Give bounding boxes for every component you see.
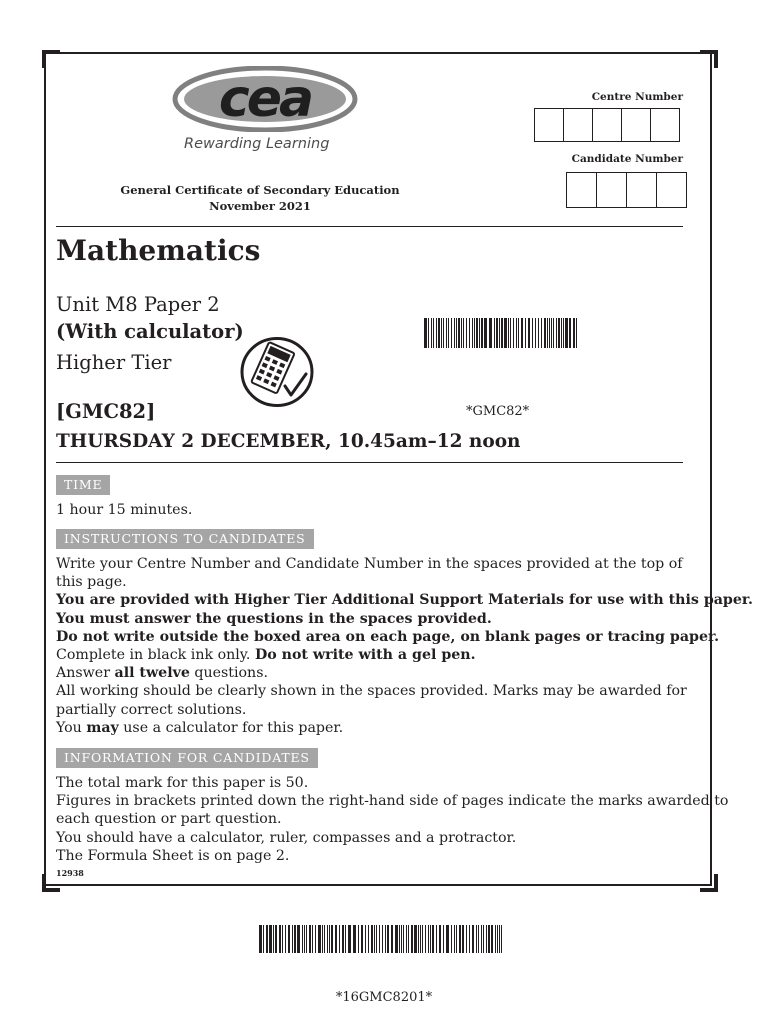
barcode-bar [466,318,467,348]
barcode-bar [544,318,546,348]
barcode-bar [306,925,307,953]
information-line: The Formula Sheet is on page 2. [56,847,290,864]
page-barcode [259,925,506,953]
instructions-heading: INSTRUCTIONS TO CANDIDATES [56,529,314,549]
barcode-bar [322,925,323,953]
barcode-bar [329,925,330,953]
candidate-number-boxes[interactable] [567,172,687,208]
time-duration: 1 hour 15 minutes. [56,502,193,518]
instruction-text: questions. [189,665,268,682]
barcode-bar [331,925,333,953]
barcode-bar [431,318,432,348]
qualification-header [100,182,420,214]
instruction-line: Write your Centre Number and Candidate Number in the spaces provided at the top of [56,556,683,572]
barcode-bar [345,925,346,953]
instruction-line [56,664,753,682]
barcode-bar [456,925,457,953]
barcode-bar [474,318,475,348]
barcode-bar [406,925,407,953]
instruction-emphasis: all twelve [114,665,190,682]
barcode-bar [558,318,560,348]
candidate-number-label: Candidate Number [571,153,683,165]
exam-date-time: THURSDAY 2 DECEMBER, 10.45am–12 noon [56,431,521,452]
barcode-bar [569,318,571,348]
barcode-bar [368,925,369,953]
barcode-bar [269,925,272,953]
barcode-bar [374,925,375,953]
barcode-bar [446,318,447,348]
barcode-bar [491,925,493,953]
barcode-bar [422,925,423,953]
barcode-bar [476,925,477,953]
barcode-bar [499,318,500,348]
unit-title: Unit M8 Paper 2 [56,293,220,316]
barcode-bar [476,318,478,348]
barcode-bar [432,925,434,953]
barcode-bar [547,318,548,348]
corner-mark [700,50,718,68]
candidate-digit-box[interactable] [656,172,687,208]
centre-digit-box[interactable] [563,108,593,142]
barcode-bar [576,318,577,348]
barcode-bar [428,318,429,348]
instruction-line: Do not write outside the boxed area on each page, on blank pages or tracing paper. [56,628,720,645]
instruction-line [56,719,753,737]
barcode-bar [339,925,340,953]
divider [56,462,683,463]
barcode-bar [273,925,274,953]
instruction-line [56,646,753,664]
barcode-bar [379,925,380,953]
barcode-bar [401,925,402,953]
barcode-bar [292,925,293,953]
barcode-bar [484,318,487,348]
barcode-bar [525,318,526,348]
barcode-bar [353,925,356,953]
barcode-bar [411,925,413,953]
information-line: The total mark for this paper is 50. [56,775,309,791]
barcode-bar [433,318,434,348]
page-barcode-text: *16GMC8201* [335,990,433,1005]
information-line: Figures in brackets printed down the right-hand side of pages indicate the marks awarded to [56,793,729,810]
barcode-bar [385,925,386,953]
barcode-bar [436,318,437,348]
instructions-list [56,555,753,737]
barcode-bar [549,318,550,348]
barcode-bar [573,318,575,348]
barcode-bar [324,925,325,953]
instruction-text: Complete in black ink only. [56,647,255,664]
barcode-bar [456,318,457,348]
paper-barcode-text: *GMC82* [466,404,530,419]
barcode-bar [361,925,363,953]
document-number: 12938 [56,868,84,878]
paper-code: [GMC82] [56,400,156,423]
barcode-bar [489,318,492,348]
barcode-bar [504,318,507,348]
centre-digit-box[interactable] [650,108,680,142]
barcode-bar [391,925,393,953]
barcode-bar [259,925,262,953]
candidate-digit-box[interactable] [626,172,657,208]
barcode-bar [399,925,400,953]
candidate-digit-box[interactable] [566,172,597,208]
instruction-line: partially correct solutions. [56,701,247,718]
centre-number-label: Centre Number [591,91,683,103]
logo-wordmark: cea [218,69,312,129]
barcode-bar [510,318,511,348]
barcode-bar [302,925,303,953]
barcode-bar [535,318,536,348]
barcode-bar [438,318,440,348]
qualification-title: General Certificate of Secondary Education [120,183,400,197]
calculator-icon [239,336,315,408]
instruction-line: You must answer the questions in the spaces provided. [56,610,492,627]
barcode-bar [521,318,523,348]
barcode-bar [556,318,557,348]
barcode-bar [371,925,373,953]
barcode-bar [551,318,552,348]
barcode-bar [508,318,509,348]
barcode-bar [387,925,389,953]
centre-number-boxes[interactable] [535,108,680,142]
barcode-bar [425,925,426,953]
barcode-bar [501,925,502,953]
barcode-bar [518,318,519,348]
barcode-bar [451,318,452,348]
barcode-bar [348,925,351,953]
information-heading: INFORMATION FOR CANDIDATES [56,748,318,768]
barcode-bar [454,318,455,348]
barcode-bar [497,925,498,953]
barcode-bar [288,925,290,953]
information-line: You should have a calculator, ruler, compasses and a protractor. [56,829,517,846]
barcode-bar [263,925,264,953]
barcode-bar [414,925,417,953]
instruction-line: this page. [56,574,127,591]
barcode-bar [486,925,487,953]
barcode-bar [342,925,344,953]
barcode-bar [335,925,337,953]
barcode-bar [439,925,441,953]
barcode-bar [446,925,449,953]
barcode-bar [458,318,460,348]
barcode-bar [563,318,564,348]
barcode-bar [297,925,300,953]
barcode-bar [472,318,473,348]
calculator-note: (With calculator) [56,320,244,343]
barcode-bar [312,925,313,953]
barcode-bar [448,318,449,348]
paper-barcode [424,318,579,348]
barcode-bar [358,925,359,953]
barcode-bar [418,925,419,953]
barcode-bar [318,925,321,953]
information-line: each question or part question. [56,811,282,828]
barcode-bar [538,318,539,348]
barcode-bar [443,925,444,953]
instruction-emphasis: may [86,719,119,736]
barcode-bar [478,925,479,953]
barcode-bar [451,925,452,953]
barcode-bar [565,318,568,348]
barcode-bar [376,925,377,953]
barcode-bar [403,925,404,953]
barcode-bar [428,925,429,953]
centre-digit-box[interactable] [534,108,564,142]
barcode-bar [479,318,480,348]
barcode-bar [501,318,503,348]
instruction-line: You are provided with Higher Tier Additional Support Materials for use with this paper. [56,592,753,609]
subject-title: Mathematics [56,234,261,267]
barcode-bar [496,318,498,348]
barcode-bar [494,318,495,348]
candidate-digit-box[interactable] [596,172,627,208]
barcode-bar [462,925,464,953]
instruction-text: You [56,719,87,736]
time-heading: TIME [56,475,110,495]
barcode-bar [395,925,398,953]
barcode-bar [365,925,366,953]
information-list [56,774,728,865]
barcode-bar [275,925,277,953]
barcode-bar [553,318,554,348]
barcode-bar [382,925,383,953]
barcode-bar [454,925,455,953]
barcode-bar [327,925,328,953]
barcode-bar [541,318,542,348]
instruction-line: All working should be clearly shown in the spaces provided. Marks may be awarded for [56,683,687,700]
barcode-bar [420,925,421,953]
barcode-bar [441,318,442,348]
barcode-bar [266,925,268,953]
instruction-text: Answer [56,665,115,682]
barcode-bar [279,925,281,953]
divider [56,226,683,227]
barcode-bar [516,318,517,348]
barcode-bar [315,925,316,953]
barcode-bar [499,925,500,953]
barcode-bar [430,925,431,953]
instruction-text: use a calculator for this paper. [118,719,344,736]
barcode-bar [495,925,496,953]
barcode-bar [436,925,437,953]
barcode-bar [463,318,464,348]
barcode-bar [461,318,462,348]
corner-mark [42,50,60,68]
barcode-bar [561,318,562,348]
barcode-bar [488,925,490,953]
cea-logo [172,66,358,132]
barcode-bar [294,925,296,953]
barcode-bar [472,925,474,953]
tier-label: Higher Tier [56,351,172,374]
barcode-bar [304,925,305,953]
barcode-bar [285,925,286,953]
logo-tagline: Rewarding Learning [184,136,330,152]
barcode-bar [443,318,444,348]
barcode-bar [424,318,427,348]
barcode-bar [309,925,311,953]
barcode-bar [469,318,470,348]
exam-session: November 2021 [209,199,311,213]
barcode-bar [483,925,484,953]
barcode-bar [466,925,467,953]
barcode-bar [532,318,533,348]
barcode-bar [528,318,530,348]
barcode-bar [513,318,514,348]
barcode-bar [459,925,461,953]
barcode-bar [282,925,283,953]
centre-digit-box[interactable] [621,108,651,142]
barcode-bar [408,925,409,953]
barcode-bar [469,925,470,953]
corner-mark [700,874,718,892]
instruction-emphasis: Do not write with a gel pen. [254,647,476,664]
centre-digit-box[interactable] [592,108,622,142]
barcode-bar [481,318,483,348]
barcode-bar [481,925,482,953]
